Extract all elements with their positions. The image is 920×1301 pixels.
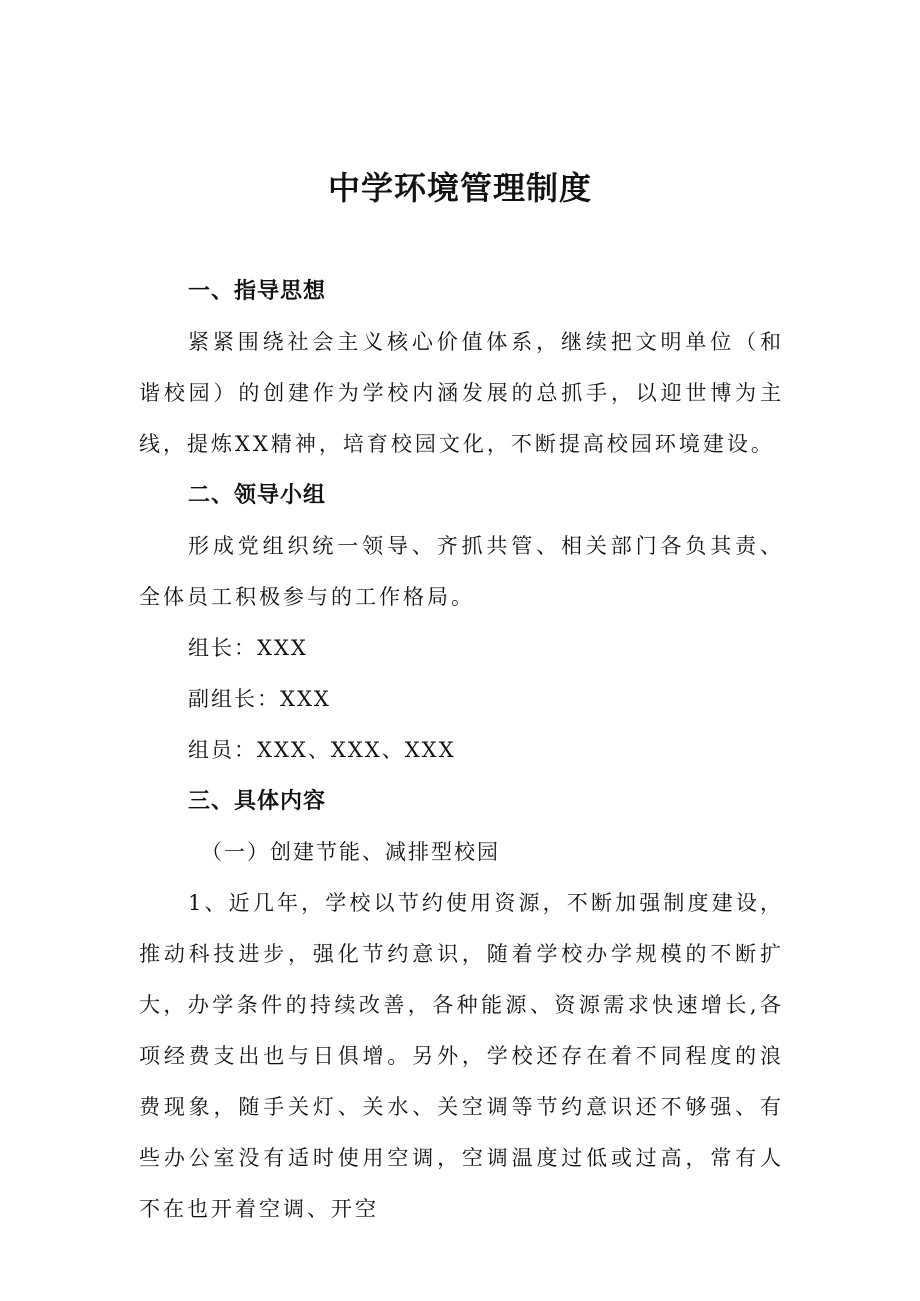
section-heading-specific-content: 三、具体内容 (188, 789, 327, 814)
leadership-group-paragraph: 形成党组织统一领导、齐抓共管、相关部门各负其责、全体员工积极参与的工作格局。 (139, 534, 784, 609)
energy-saving-paragraph: 1、近几年，学校以节约使用资源，不断加强制度建设，推动科技进步，强化节约意识，随着学校办学规模的不断扩大，办学条件的持续改善，各种能源、资源需求快速增长,各项经费支出也与日俱增。另外，学校还存在着不同程度的浪费现象，随手关灯、关水、关空调等节约意识还不够强、有些办公室没有适时使用空调，空调温度过低或过高，常有人不在也开着空调、开空 (139, 891, 784, 1221)
guiding-ideology-paragraph: 紧紧围绕社会主义核心价值体系，继续把文明单位（和谐校园）的创建作为学校内涵发展的总抓手，以迎世博为主线，提炼XX精神，培育校园文化，不断提高校园环境建设。 (139, 330, 784, 456)
section-heading-guiding-ideology: 一、指导思想 (188, 279, 327, 304)
document-title: 中学环境管理制度 (327, 169, 592, 207)
document-body (139, 266, 784, 1235)
section-heading-leadership-group: 二、领导小组 (188, 483, 327, 508)
subsection-heading-energy-saving: （一）创建节能、减排型校园 (201, 840, 500, 864)
group-leader-line: 组长：XXX (188, 636, 308, 660)
group-members-line: 组员：XXX、XXX、XXX (188, 738, 456, 762)
deputy-leader-line: 副组长：XXX (188, 687, 331, 711)
